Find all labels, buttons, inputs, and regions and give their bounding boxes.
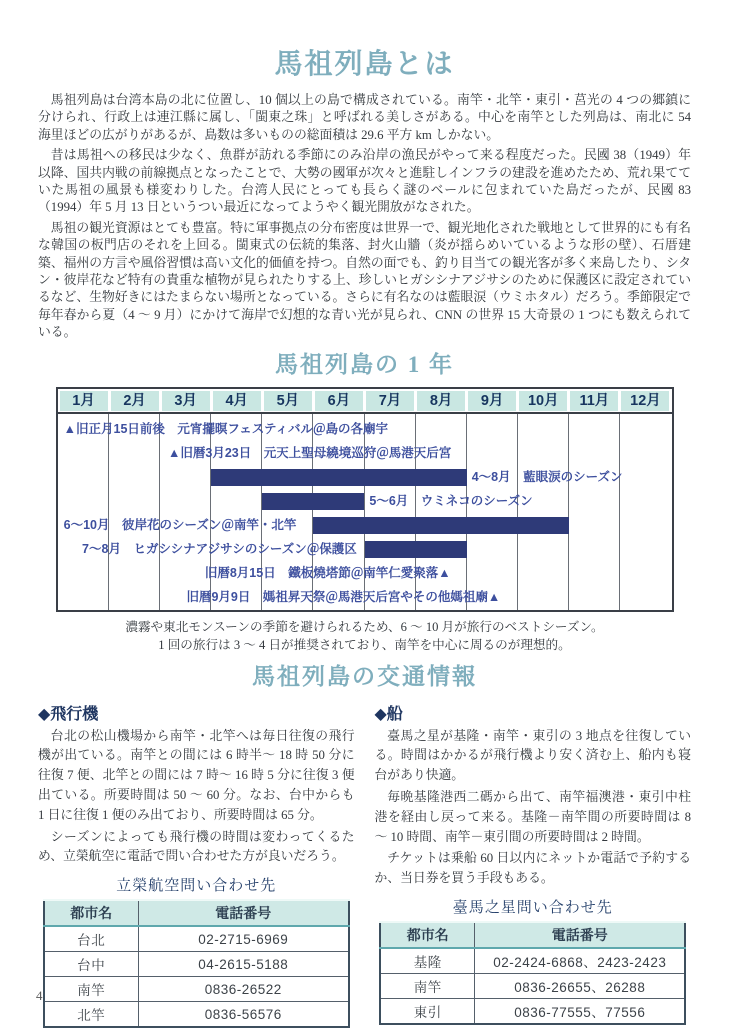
calendar-label: 5～6月 ウミネコのシーズン — [369, 493, 533, 508]
calendar-note: 1 回の旅行は 3 ～ 4 日が推奨されており、南竿を中心に周るのが理想的。 — [158, 637, 571, 652]
calendar-chart — [56, 387, 674, 612]
ship-section — [375, 699, 692, 1028]
table-row — [44, 926, 349, 952]
column-header: 都市名 — [44, 900, 139, 926]
airplane-paragraph: 台北の松山機場から南竿・北竿へは毎日往復の飛行機が出ている。南竿との間には 6 時半～ 18 時 50 分に往復 7 便、北竿との間には 7 時～ 16 時 5 分に往復 3 便出ている。所要時間は 50 ～ 60 分。なお、台中からも 1 日に往復 1 便のみ出ており、所要時間は 65 分。 — [38, 728, 355, 822]
ship-paragraphs — [375, 727, 692, 889]
intro-paragraphs — [38, 92, 691, 342]
calendar-row — [58, 466, 672, 490]
column-header: 電話番号 — [138, 900, 348, 926]
ship-paragraph: 臺馬之星が基隆・南竿・東引の 3 地点を往復している。時間はかかるが飛行機より安く済む上、船内も寝台があり快適。 — [374, 728, 691, 783]
ferry-contact-title: 臺馬之星問い合わせ先 — [452, 900, 613, 917]
calendar-row — [58, 490, 672, 514]
column-header: 都市名 — [380, 922, 475, 948]
table-cell: 東引 — [380, 999, 475, 1025]
table-cell: 北竿 — [44, 1002, 139, 1028]
season-bar — [262, 493, 364, 510]
season-bar — [365, 541, 467, 558]
airplane-paragraph: シーズンによっても飛行機の時間は変わってくるため、立榮航空に電話で問い合わせた方が良いだろう。 — [38, 829, 355, 864]
calendar-label: 旧暦8月15日 鐵板燒塔節＠南竿仁愛聚落▲ — [204, 565, 451, 580]
table-cell: 02-2424-6868、2423-2423 — [475, 948, 685, 974]
ship-paragraph: 毎晩基隆港西二碼から出て、南竿福澳港・東引中柱港を経由し戻って来る。基隆－南竿間の所要時間は 8 ～ 10 時間、南竿－東引間の所要時間は 2 時間。 — [374, 790, 691, 844]
page-title: 馬祖列島とは — [274, 49, 455, 80]
airplane-paragraphs — [38, 727, 355, 868]
ferry-contact-table — [379, 921, 686, 1025]
calendar-row — [58, 442, 672, 466]
table-row — [380, 974, 685, 999]
month-header-cell: 10月 — [519, 391, 567, 411]
calendar-title: 馬祖列島の 1 年 — [275, 351, 454, 377]
table-cell: 02-2715-6969 — [138, 926, 348, 952]
table-row — [380, 948, 685, 974]
table-cell: 0836-77555、77556 — [475, 999, 685, 1025]
table-row — [44, 977, 349, 1002]
calendar-row — [58, 514, 672, 538]
season-bar — [211, 469, 467, 486]
month-header-cell: 4月 — [213, 391, 261, 411]
month-header-cell: 7月 — [366, 391, 414, 411]
airplane-heading: ◆飛行機 — [38, 705, 99, 723]
month-header-cell: 11月 — [570, 391, 618, 411]
airline-contact-title: 立榮航空問い合わせ先 — [116, 878, 277, 895]
table-cell: 0836-56576 — [138, 1002, 348, 1028]
calendar-label: 7～8月 ヒガシシナアジサシのシーズン＠保護区 — [82, 541, 357, 556]
table-row — [44, 1002, 349, 1028]
month-header-cell: 6月 — [315, 391, 363, 411]
intro-paragraph: 昔は馬祖への移民は少なく、魚群が訪れる季節にのみ沿岸の漁民がやって来る程度だった。民國 38（1949）年以降、国共内戦の前線拠点となったことで、大勢の國軍が次々と進駐しインフラの建設を進めたため、荒れ果てていた馬祖の風景も様変わりした。台湾人民にとっても長らく謎のベールに包まれていた島だったが、民國 83（1994）年 5 月 13 日というつい最近になってようやく観光開放がなされた。 — [38, 148, 691, 215]
table-cell: 台中 — [44, 952, 139, 977]
ship-heading: ◆船 — [374, 705, 403, 723]
table-cell: 基隆 — [380, 948, 475, 974]
table-row — [380, 999, 685, 1025]
table-cell: 南竿 — [44, 977, 139, 1002]
table-row — [44, 952, 349, 977]
calendar-note: 濃霧や東北モンスーンの季節を避けられるため、6 ～ 10 月が旅行のベストシーズン。 — [125, 619, 604, 634]
calendar-label: ▲旧暦3月23日 元天上聖母繞境巡狩＠馬港天后宮 — [168, 445, 452, 460]
month-header-cell: 8月 — [417, 391, 465, 411]
table-cell: 04-2615-5188 — [138, 952, 348, 977]
calendar-label: 旧暦9月9日 媽祖昇天祭＠馬港天后宮やその他媽祖廟▲ — [186, 589, 501, 604]
month-header-cell: 2月 — [111, 391, 159, 411]
table-cell: 0836-26522 — [138, 977, 348, 1002]
table-cell: 台北 — [44, 926, 139, 952]
calendar-row — [58, 418, 672, 442]
page-number: 4 — [36, 988, 43, 1003]
intro-paragraph: 馬祖列島は台湾本島の北に位置し、10 個以上の島で構成されている。南竿・北竿・東引・莒光の 4 つの郷鎮に分けられ、行政上は連江縣に属し、「閩東之珠」と呼ばれる美しさがある。中心を南竿とした列島は、南北に 54 海里ほどの広がりがあるが、島数は多いものの総面積は 29.6 平方 km しかない。 — [38, 93, 691, 142]
calendar-label: 6～10月 彼岸花のシーズン＠南竿・北竿 — [63, 517, 297, 532]
calendar-header — [56, 387, 674, 412]
season-bar — [313, 517, 569, 534]
table-cell: 南竿 — [380, 974, 475, 999]
calendar-body — [56, 412, 674, 612]
calendar-row — [58, 562, 672, 586]
ship-paragraph: チケットは乗船 60 日以内にネットか電話で予約するか、当日券を買う手段もある。 — [374, 851, 691, 886]
calendar-label: ▲旧正月15日前後 元宵擺暝フェスティバル＠島の各廟宇 — [63, 421, 389, 436]
airplane-section — [38, 699, 355, 1028]
calendar-notes — [38, 618, 691, 654]
calendar-row — [58, 586, 672, 610]
table-cell: 0836-26655、26288 — [475, 974, 685, 999]
month-header-cell: 3月 — [162, 391, 210, 411]
month-header-cell: 5月 — [264, 391, 312, 411]
airline-contact-table — [43, 899, 350, 1028]
column-header: 電話番号 — [475, 922, 685, 948]
transport-columns — [38, 699, 691, 1028]
month-header-cell: 12月 — [621, 391, 669, 411]
transport-title: 馬祖列島の交通情報 — [252, 663, 477, 689]
intro-paragraph: 馬祖の観光資源はとても豊富。特に軍事拠点の分布密度は世界一で、観光地化された戦地として世界的にも有名な韓国の板門店のそれを上回る。閩東式の伝統的集落、封火山牆（炎が揺らめいているような形の壁）、石厝建築、福州の方言や風俗習慣は高い文化的価値を持つ。自然の面でも、釣り目当ての観光客が多く来島したり、シタン・彼岸花など特有の貴重な植物が見られたりする上、珍しいヒガシシナアジサシのために保護区に設定されているなど、生物好きにはたまらない場所となっている。さらに有名なのは藍眼涙（ウミホタル）だろう。季節限定で毎年春から夏（4 ～ 9 月）にかけて海岸で幻想的な青い光が見られ、CNN の世界 15 大奇景の 1 つにも数えられている。 — [38, 220, 691, 340]
calendar-label: 4～8月 藍眼涙のシーズン — [471, 469, 623, 484]
calendar-row — [58, 538, 672, 562]
month-header-cell: 9月 — [468, 391, 516, 411]
month-header-cell: 1月 — [60, 391, 108, 411]
